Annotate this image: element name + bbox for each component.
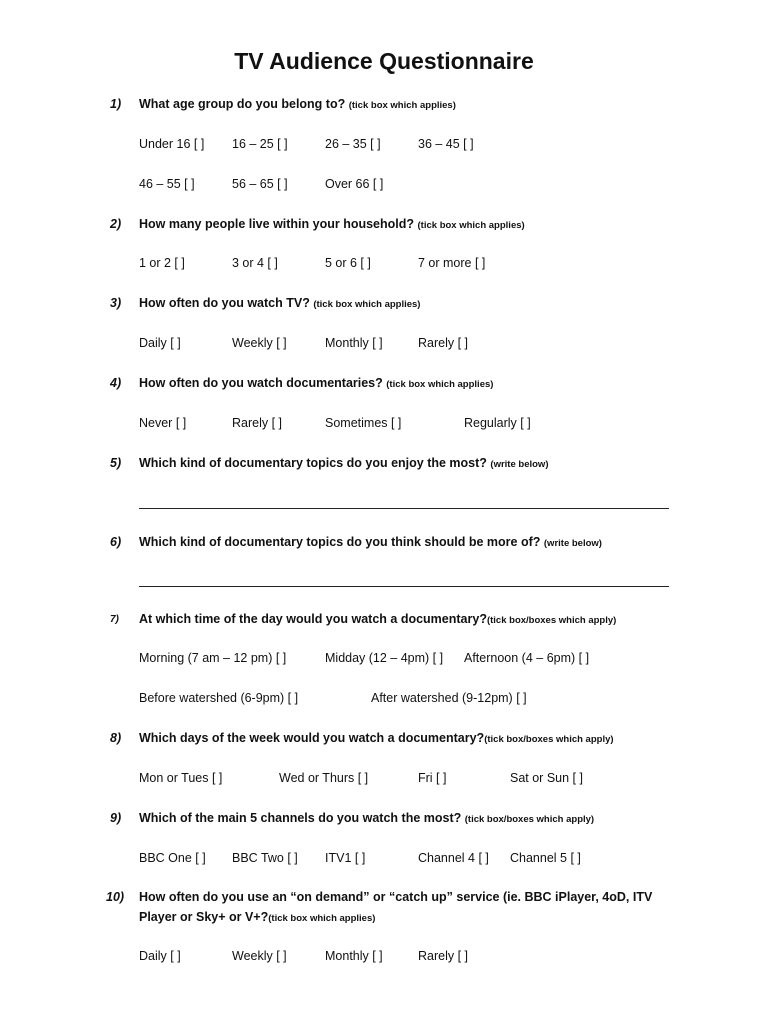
checkbox-option[interactable]: 3 or 4 [ ] <box>232 256 278 270</box>
question-label: Which days of the week would you watch a documentary? <box>139 731 485 745</box>
checkbox-option[interactable]: Before watershed (6-9pm) [ ] <box>139 691 299 705</box>
question-hint: (tick box/boxes which apply) <box>486 615 617 626</box>
question-hint: (write below) <box>490 459 549 470</box>
question-hint: (tick box which applies) <box>386 379 494 390</box>
question-text <box>139 887 659 929</box>
checkbox-option[interactable]: Channel 5 [ ] <box>510 851 581 865</box>
question-label: How often do you use an “on demand” or “catch up” service (ie. BBC iPlayer, 4oD, ITV <box>139 890 653 904</box>
question-label: Which kind of documentary topics do you think should be more of? <box>139 535 541 549</box>
question-hint: (tick box which applies) <box>417 220 525 231</box>
checkbox-option[interactable]: Monthly [ ] <box>325 336 383 350</box>
question-text <box>139 609 659 631</box>
checkbox-option[interactable]: 16 – 25 [ ] <box>232 137 288 151</box>
checkbox-option[interactable]: Fri [ ] <box>418 771 447 785</box>
question-hint: (tick box/boxes which apply) <box>484 734 614 745</box>
question-hint: (tick box/boxes which apply) <box>464 814 595 825</box>
checkbox-option[interactable]: Regularly [ ] <box>464 416 531 430</box>
question-number: 1) <box>110 97 122 111</box>
checkbox-option[interactable]: Morning (7 am – 12 pm) [ ] <box>139 651 287 665</box>
checkbox-option[interactable]: Weekly [ ] <box>232 336 287 350</box>
question-label-line2: Player or Sky+ or V+? <box>139 910 269 924</box>
checkbox-option[interactable]: 36 – 45 [ ] <box>418 137 474 151</box>
question-label: Which kind of documentary topics do you enjoy the most? <box>139 456 487 470</box>
question-label: How often do you watch documentaries? <box>139 376 383 390</box>
question-text <box>139 373 659 395</box>
checkbox-option[interactable]: Rarely [ ] <box>418 336 469 350</box>
question-text <box>139 728 659 750</box>
question-hint: (write below) <box>543 538 602 549</box>
question-hint: (tick box which applies) <box>348 100 456 111</box>
question-hint: (tick box which applies) <box>268 913 376 924</box>
checkbox-option[interactable]: Sat or Sun [ ] <box>510 771 583 785</box>
checkbox-option[interactable]: Over 66 [ ] <box>325 177 384 191</box>
question-number: 8) <box>110 731 122 745</box>
question-number: 3) <box>110 296 122 310</box>
question-number: 7) <box>110 614 119 625</box>
checkbox-option[interactable]: 56 – 65 [ ] <box>232 177 288 191</box>
checkbox-option[interactable]: Rarely [ ] <box>232 416 283 430</box>
page-title: TV Audience Questionnaire <box>234 48 534 74</box>
checkbox-option[interactable]: Sometimes [ ] <box>325 416 402 430</box>
answer-line[interactable] <box>139 586 669 587</box>
question-text <box>139 293 659 315</box>
question-label: How often do you watch TV? <box>139 296 310 310</box>
question-label: Which of the main 5 channels do you watch the most? <box>139 811 462 825</box>
checkbox-option[interactable]: ITV1 [ ] <box>325 851 366 865</box>
question-text <box>139 214 659 236</box>
question-text <box>139 453 659 475</box>
checkbox-option[interactable]: Weekly [ ] <box>232 949 287 963</box>
question-number: 4) <box>110 376 122 390</box>
checkbox-option[interactable]: After watershed (9-12pm) [ ] <box>371 691 527 705</box>
answer-line[interactable] <box>139 508 669 509</box>
checkbox-option[interactable]: 46 – 55 [ ] <box>139 177 195 191</box>
checkbox-option[interactable]: Monthly [ ] <box>325 949 383 963</box>
question-hint: (tick box which applies) <box>313 299 421 310</box>
question-text <box>139 532 659 554</box>
checkbox-option[interactable]: Under 16 [ ] <box>139 137 205 151</box>
checkbox-option[interactable]: Afternoon (4 – 6pm) [ ] <box>464 651 590 665</box>
question-label: What age group do you belong to? <box>139 97 346 111</box>
checkbox-option[interactable]: Daily [ ] <box>139 949 181 963</box>
question-number: 10) <box>106 890 125 904</box>
checkbox-option[interactable]: Midday (12 – 4pm) [ ] <box>325 651 444 665</box>
question-label: How many people live within your household? <box>139 217 415 231</box>
checkbox-option[interactable]: Daily [ ] <box>139 336 181 350</box>
checkbox-option[interactable]: 5 or 6 [ ] <box>325 256 371 270</box>
question-text <box>139 94 659 116</box>
checkbox-option[interactable]: BBC One [ ] <box>139 851 206 865</box>
question-label: At which time of the day would you watch a documentary? <box>139 612 487 626</box>
question-number: 5) <box>110 456 122 470</box>
checkbox-option[interactable]: Wed or Thurs [ ] <box>279 771 369 785</box>
question-text <box>139 808 659 830</box>
checkbox-option[interactable]: Mon or Tues [ ] <box>139 771 223 785</box>
checkbox-option[interactable]: 26 – 35 [ ] <box>325 137 381 151</box>
checkbox-option[interactable]: BBC Two [ ] <box>232 851 298 865</box>
question-number: 6) <box>110 535 122 549</box>
checkbox-option[interactable]: Never [ ] <box>139 416 187 430</box>
question-number: 2) <box>110 217 122 231</box>
question-number: 9) <box>110 811 122 825</box>
checkbox-option[interactable]: Rarely [ ] <box>418 949 469 963</box>
checkbox-option[interactable]: 7 or more [ ] <box>418 256 486 270</box>
checkbox-option[interactable]: Channel 4 [ ] <box>418 851 489 865</box>
checkbox-option[interactable]: 1 or 2 [ ] <box>139 256 185 270</box>
question-10 <box>106 887 670 927</box>
